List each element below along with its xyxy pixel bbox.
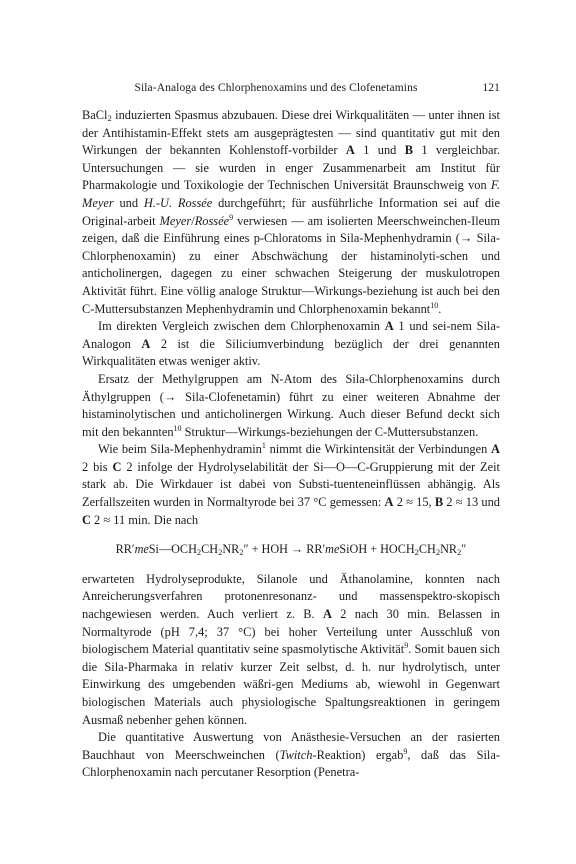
- page-number: 121: [482, 82, 500, 94]
- paragraph: BaCl$_2$ induzierten Spasmus abzubauen. Diese drei Wirkqualitäten — unter ihnen ist der Antihistamin-Effekt stets am ausgeprägtesten — sind quantitativ gut mit den Wirkungen der bekannten Kohlenstoff-vorbilder A 1 und B 1 vergleichbar. Untersuchungen — sie wurden in enger Zusammenarbeit am Institut für Pharmakologie und Toxikologie der Technischen Universität Braunschweig von F. Meyer und H.-U. Rossée durchgeführt; für ausführliche Information sei auf die Original-arbeit Meyer/Rossée$^9$ verwiesen — am isolierten Meerschweinchen-Ileum zeigen, daß die Einführung eines p-Chloratoms in Sila-Mephenhydramin (→ Sila-Chlorphenoxamin) zu einer Abschwächung der histaminolyti-schen und anticholinergen, dagegen zu einer schwachen Steigerung der muskulotropen Aktivität führt. Eine völlig analoge Struktur—Wirkungs-beziehung ist auch bei den C-Muttersubstanzen Mephenhydramin und Chlorphenoxamin bekannt$^{10}$.: [82, 108, 501, 316]
- body-text: [82, 107, 500, 782]
- paragraph: Wie beim Sila-Mephenhydramin$^1$ nimmt die Wirkintensität der Verbindungen A 2 bis C 2 infolge der Hydrolyselabilität der Si—O—C-Gruppierung mit der Zeit stark ab. Die Wirkdauer ist dabei von Substi-tuenteneinflüssen abhängig. Als Zerfallszeiten wurden in Normaltyrode bei 37 °C gemessen: A 2 ≈ 15, B 2 ≈ 13 und C 2 ≈ 11 min. Die nach: [82, 441, 500, 527]
- running-title: Sila-Analoga des Chlorphenoxamins und des Clofenetamins: [134, 82, 418, 94]
- paragraph: erwarteten Hydrolyseprodukte, Silanole und Äthanolamine, konnten nach Anreicherungsverfahren protonenresonanz- und massenspektro-skopisch nachgewiesen werden. Auch verliert z. B. A 2 nach 30 min. Belassen in Normaltyrode (pH 7,4; 37 °C) bei hoher Verteilung unter Ausschluß von biologischem Material quantitativ seine spasmolytische Aktivität$^9$. Somit bauen sich die Sila-Pharmaka in relativ kurzer Zeit selbst, d. h. nur hydrolytisch, unter Einwirkung des umgebenden wäßri-gen Mediums ab, wiewohl in Gegenwart biologischen Materials auch physiologische Spaltungsreaktionen in geringem Ausmaß nebenher gehen können.: [82, 571, 501, 727]
- paragraph: Ersatz der Methylgruppen am N-Atom des Sila-Chlorphenoxamins durch Äthylgruppen (→ Sila-Clofenetamin) führt zu einer weiteren Abnahme der histaminolytischen und anticholinergen Wirkung. Auch dieser Befund deckt sich mit den bekannten$^{10}$ Struktur—Wirkungs-beziehungen der C-Muttersubstanzen.: [82, 371, 500, 439]
- paragraph: Die quantitative Auswertung von Anästhesie-Versuchen an der rasierten Bauchhaut von Meerschweinchen (Twitch-Reaktion) ergab$^9$, daß das Sila-Chlorphenoxamin nach percutaner Resorption (Penetra-: [82, 730, 500, 780]
- reaction-equation: $RR'meSi—OCH_2CH_2NR_2''$ + HOH → RR′meSiOH + $HOCH_2CH_2NR_2''$: [115, 542, 467, 558]
- paragraph: Im direkten Vergleich zwischen dem Chlorphenoxamin A 1 und sei-nem Sila-Analogon A 2 ist die Siliciumverbindung bezüglich der drei genannten Wirkqualitäten etwas weniger aktiv.: [82, 319, 500, 369]
- running-header: [82, 82, 500, 94]
